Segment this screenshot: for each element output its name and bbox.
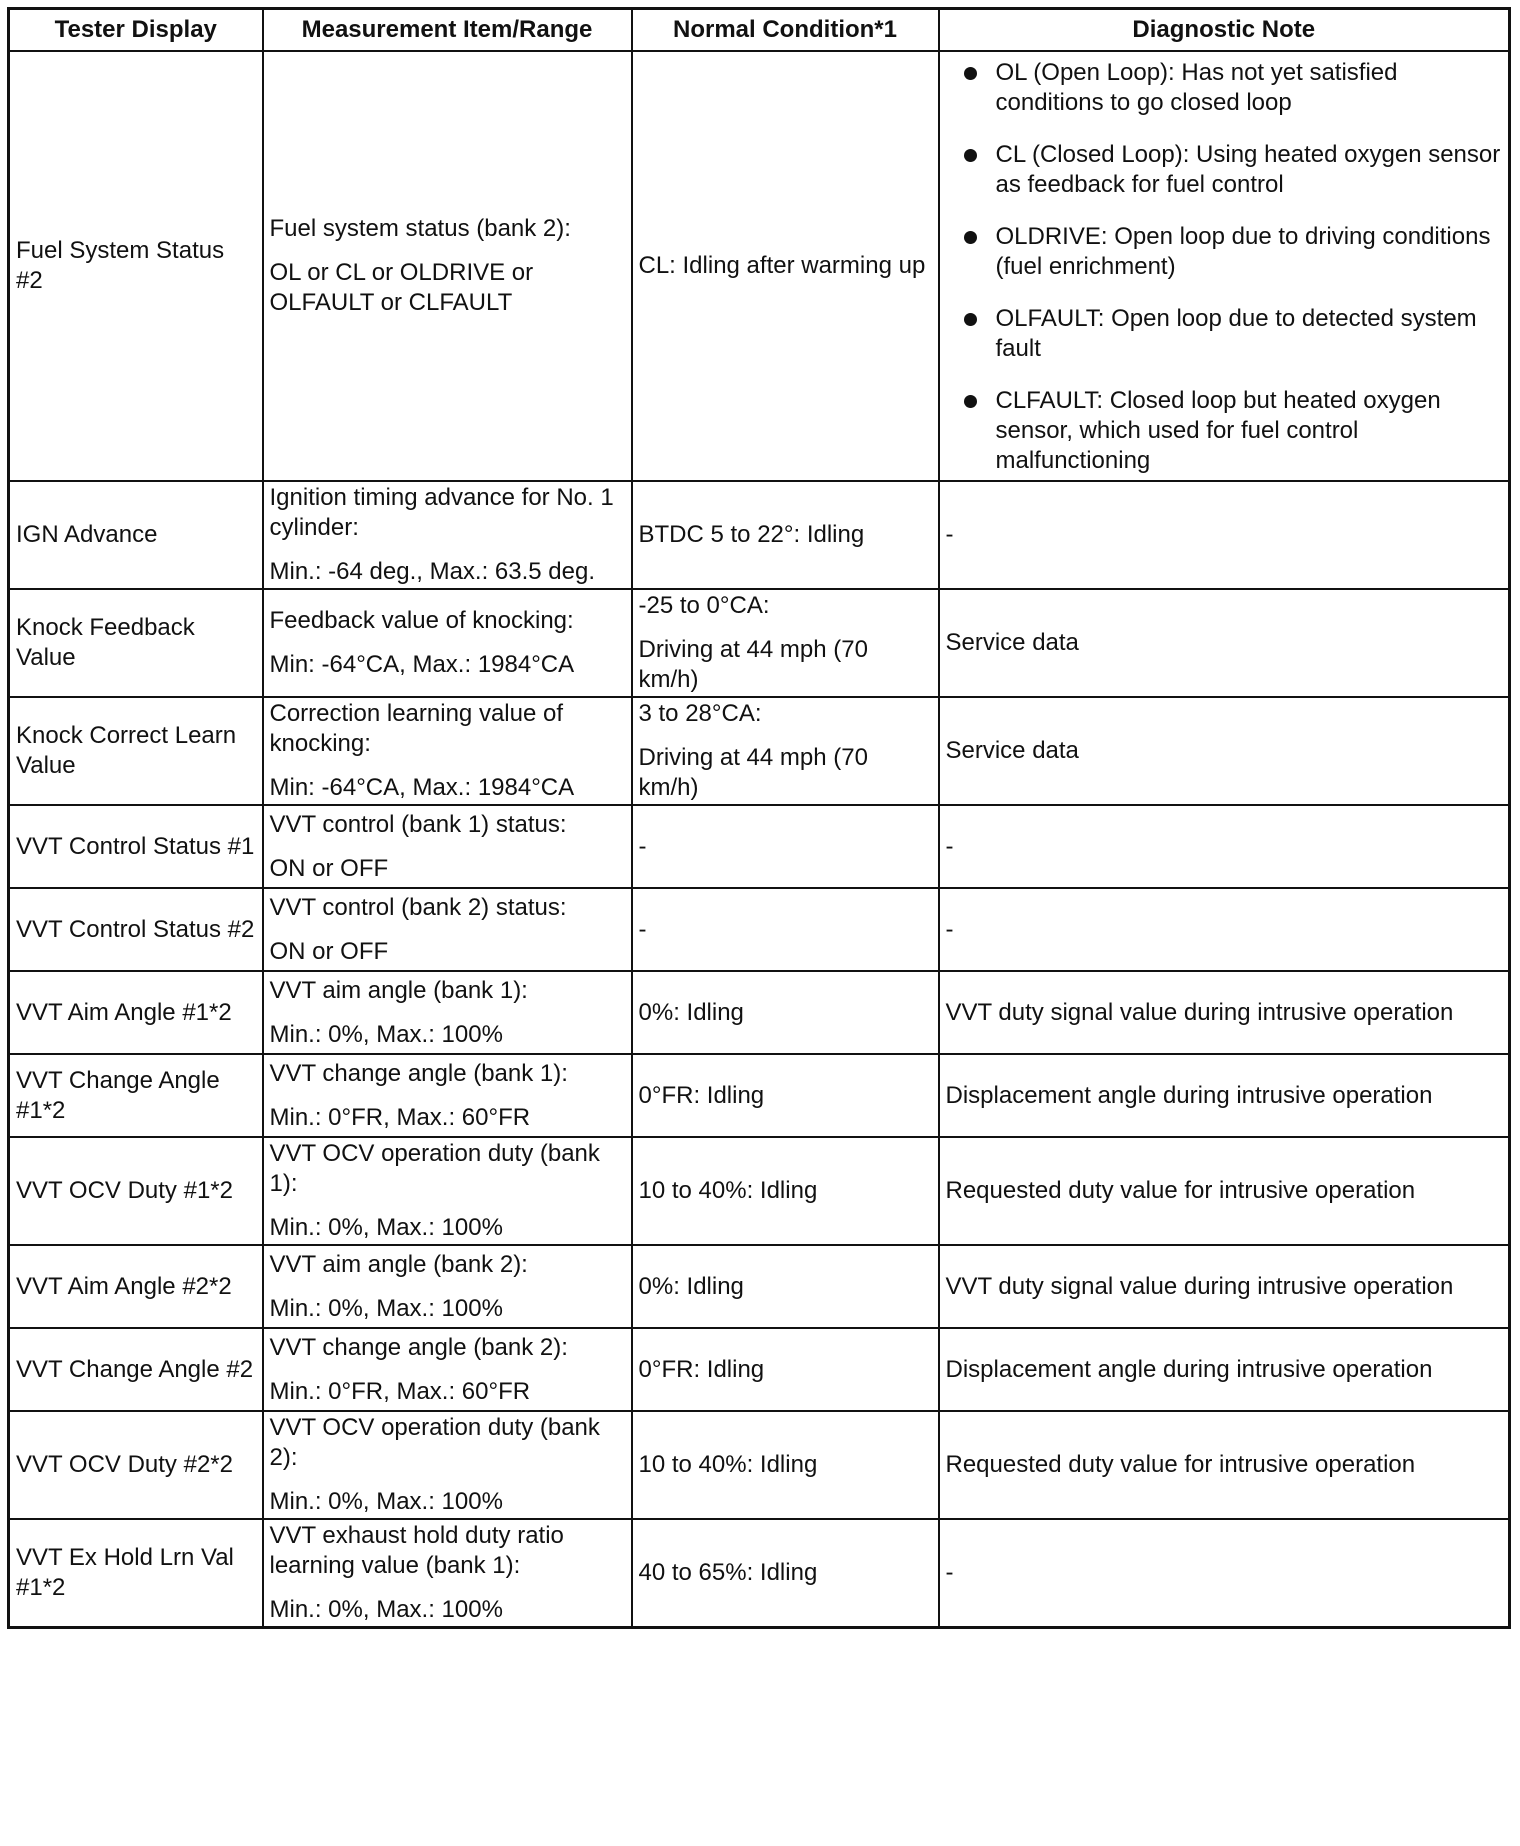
table-row bbox=[9, 481, 1510, 589]
normal-condition-line: 0%: Idling bbox=[638, 998, 744, 1026]
line-gap bbox=[270, 840, 625, 854]
cell-measurement bbox=[263, 1137, 632, 1245]
line-gap bbox=[270, 1581, 625, 1595]
measurement-line: VVT aim angle (bank 2): bbox=[269, 1250, 528, 1278]
cell-diagnostic-note: VVT duty signal value during intrusive operation bbox=[939, 971, 1510, 1054]
note-text: CL (Closed Loop): Using heated oxygen sensor as feedback for fuel control bbox=[995, 141, 1501, 198]
normal-condition-line: - bbox=[638, 915, 647, 943]
cell-normal-condition bbox=[632, 1411, 939, 1519]
table-row bbox=[9, 697, 1510, 805]
measurement-line: VVT change angle (bank 1): bbox=[269, 1059, 568, 1087]
table-body bbox=[9, 51, 1510, 1627]
table-row bbox=[9, 1519, 1510, 1627]
normal-condition-line: 0°FR: Idling bbox=[638, 1355, 765, 1383]
table-row bbox=[9, 1245, 1510, 1328]
cell-normal-condition bbox=[632, 888, 939, 971]
measurement-line: VVT exhaust hold duty ratio learning value (bank 1): bbox=[269, 1521, 564, 1579]
measurement-line: VVT change angle (bank 2): bbox=[269, 1333, 568, 1361]
normal-condition-line: - bbox=[638, 832, 647, 860]
cell-measurement bbox=[263, 51, 632, 481]
cell-tester-display: VVT Ex Hold Lrn Val #1*2 bbox=[9, 1519, 263, 1627]
measurement-line: Min.: 0%, Max.: 100% bbox=[269, 1488, 503, 1515]
line-gap bbox=[270, 923, 625, 937]
cell-normal-condition bbox=[632, 1137, 939, 1245]
bullet-icon bbox=[964, 67, 977, 80]
cell-measurement bbox=[263, 697, 632, 805]
table-header-row bbox=[9, 9, 1510, 52]
cell-measurement bbox=[263, 1411, 632, 1519]
table-row bbox=[9, 971, 1510, 1054]
measurement-line: Min.: 0%, Max.: 100% bbox=[269, 1214, 503, 1241]
normal-condition-line: Driving at 44 mph (70 km/h) bbox=[638, 636, 868, 693]
bullet-icon bbox=[964, 395, 977, 408]
cell-measurement bbox=[263, 1054, 632, 1137]
cell-normal-condition bbox=[632, 1519, 939, 1627]
bullet-icon bbox=[964, 231, 977, 244]
line-gap bbox=[270, 543, 625, 557]
data-list-table bbox=[7, 7, 1511, 1629]
line-gap bbox=[270, 1089, 625, 1103]
measurement-line: Correction learning value of knocking: bbox=[269, 700, 563, 757]
cell-normal-condition bbox=[632, 1328, 939, 1411]
line-gap bbox=[270, 1473, 625, 1487]
normal-condition-line: 3 to 28°CA: bbox=[638, 700, 762, 727]
cell-diagnostic-note: Service data bbox=[939, 697, 1510, 805]
measurement-line: OL or CL or OLDRIVE or OLFAULT or CLFAULT bbox=[269, 259, 534, 316]
cell-tester-display: VVT OCV Duty #2*2 bbox=[9, 1411, 263, 1519]
normal-condition-line: BTDC 5 to 22°: Idling bbox=[638, 521, 865, 548]
column-header-measurement: Measurement Item/Range bbox=[263, 9, 632, 52]
cell-normal-condition bbox=[632, 51, 939, 481]
cell-measurement bbox=[263, 481, 632, 589]
line-gap bbox=[639, 621, 932, 635]
normal-condition-line: 10 to 40%: Idling bbox=[638, 1177, 818, 1204]
line-gap bbox=[270, 244, 625, 258]
measurement-line: Min: -64°CA, Max.: 1984°CA bbox=[269, 774, 575, 801]
measurement-line: Fuel system status (bank 2): bbox=[269, 215, 571, 242]
cell-normal-condition bbox=[632, 1054, 939, 1137]
normal-condition-line: CL: Idling after warming up bbox=[638, 252, 926, 279]
list-item bbox=[946, 304, 1503, 364]
normal-condition-line: 40 to 65%: Idling bbox=[638, 1558, 818, 1586]
bullet-icon bbox=[964, 149, 977, 162]
cell-tester-display: Knock Feedback Value bbox=[9, 589, 263, 697]
measurement-line: ON or OFF bbox=[269, 854, 389, 882]
note-text: OLFAULT: Open loop due to detected system fault bbox=[995, 305, 1477, 362]
measurement-line: Min: -64°CA, Max.: 1984°CA bbox=[269, 651, 575, 678]
cell-normal-condition bbox=[632, 971, 939, 1054]
normal-condition-line: Driving at 44 mph (70 km/h) bbox=[638, 744, 868, 801]
note-text: OL (Open Loop): Has not yet satisfied conditions to go closed loop bbox=[995, 59, 1398, 116]
cell-diagnostic-note: Requested duty value for intrusive operation bbox=[939, 1411, 1510, 1519]
cell-diagnostic-note: - bbox=[939, 1519, 1510, 1627]
table-row bbox=[9, 1328, 1510, 1411]
cell-measurement bbox=[263, 888, 632, 971]
note-text: CLFAULT: Closed loop but heated oxygen sensor, which used for fuel control malfunctioning bbox=[995, 387, 1441, 474]
line-gap bbox=[270, 759, 625, 773]
cell-tester-display: VVT Change Angle #1*2 bbox=[9, 1054, 263, 1137]
cell-measurement bbox=[263, 1328, 632, 1411]
cell-normal-condition bbox=[632, 697, 939, 805]
column-header-tester-display: Tester Display bbox=[9, 9, 263, 52]
list-item bbox=[946, 222, 1503, 282]
cell-measurement bbox=[263, 1245, 632, 1328]
normal-condition-line: -25 to 0°CA: bbox=[638, 592, 770, 619]
cell-tester-display: VVT Change Angle #2 bbox=[9, 1328, 263, 1411]
cell-normal-condition bbox=[632, 1245, 939, 1328]
cell-diagnostic-note: - bbox=[939, 888, 1510, 971]
cell-diagnostic-note: - bbox=[939, 805, 1510, 888]
line-gap bbox=[639, 729, 932, 743]
diagnostic-note-list bbox=[946, 58, 1503, 476]
table-row bbox=[9, 805, 1510, 888]
cell-diagnostic-note bbox=[939, 51, 1510, 481]
table-row bbox=[9, 1411, 1510, 1519]
measurement-line: Min.: 0°FR, Max.: 60°FR bbox=[269, 1103, 531, 1131]
line-gap bbox=[270, 1363, 625, 1377]
line-gap bbox=[270, 1199, 625, 1213]
cell-measurement bbox=[263, 971, 632, 1054]
cell-tester-display: IGN Advance bbox=[9, 481, 263, 589]
cell-measurement bbox=[263, 589, 632, 697]
list-item bbox=[946, 386, 1503, 476]
normal-condition-line: 10 to 40%: Idling bbox=[638, 1451, 818, 1478]
cell-diagnostic-note: Displacement angle during intrusive operation bbox=[939, 1054, 1510, 1137]
normal-condition-line: 0%: Idling bbox=[638, 1272, 744, 1300]
measurement-line: Min.: 0%, Max.: 100% bbox=[269, 1020, 503, 1048]
measurement-line: VVT aim angle (bank 1): bbox=[269, 976, 528, 1004]
cell-tester-display: Knock Correct Learn Value bbox=[9, 697, 263, 805]
table-row bbox=[9, 1137, 1510, 1245]
measurement-line: ON or OFF bbox=[269, 937, 389, 965]
cell-normal-condition bbox=[632, 481, 939, 589]
normal-condition-line: 0°FR: Idling bbox=[638, 1081, 765, 1109]
cell-measurement bbox=[263, 1519, 632, 1627]
list-item bbox=[946, 140, 1503, 200]
measurement-line: VVT OCV operation duty (bank 1): bbox=[269, 1140, 600, 1197]
cell-diagnostic-note: VVT duty signal value during intrusive operation bbox=[939, 1245, 1510, 1328]
table-row bbox=[9, 888, 1510, 971]
list-item bbox=[946, 58, 1503, 118]
cell-diagnostic-note: Requested duty value for intrusive operation bbox=[939, 1137, 1510, 1245]
measurement-line: Min.: 0%, Max.: 100% bbox=[269, 1294, 503, 1322]
table-row bbox=[9, 51, 1510, 481]
column-header-normal-condition: Normal Condition*1 bbox=[632, 9, 939, 52]
measurement-line: Min.: 0°FR, Max.: 60°FR bbox=[269, 1377, 531, 1405]
line-gap bbox=[270, 1280, 625, 1294]
line-gap bbox=[270, 1006, 625, 1020]
cell-diagnostic-note: Displacement angle during intrusive operation bbox=[939, 1328, 1510, 1411]
measurement-line: Min.: 0%, Max.: 100% bbox=[269, 1595, 503, 1623]
line-gap bbox=[270, 636, 625, 650]
measurement-line: VVT OCV operation duty (bank 2): bbox=[269, 1414, 600, 1471]
measurement-line: VVT control (bank 2) status: bbox=[269, 893, 567, 921]
cell-normal-condition bbox=[632, 589, 939, 697]
measurement-line: VVT control (bank 1) status: bbox=[269, 810, 567, 838]
measurement-line: Feedback value of knocking: bbox=[269, 607, 574, 634]
cell-tester-display: VVT Aim Angle #1*2 bbox=[9, 971, 263, 1054]
cell-measurement bbox=[263, 805, 632, 888]
cell-tester-display: VVT OCV Duty #1*2 bbox=[9, 1137, 263, 1245]
cell-tester-display: Fuel System Status #2 bbox=[9, 51, 263, 481]
bullet-icon bbox=[964, 313, 977, 326]
note-text: OLDRIVE: Open loop due to driving conditions (fuel enrichment) bbox=[995, 223, 1491, 280]
column-header-diagnostic-note: Diagnostic Note bbox=[939, 9, 1510, 52]
cell-normal-condition bbox=[632, 805, 939, 888]
table-row bbox=[9, 1054, 1510, 1137]
measurement-line: Min.: -64 deg., Max.: 63.5 deg. bbox=[269, 558, 596, 585]
cell-tester-display: VVT Aim Angle #2*2 bbox=[9, 1245, 263, 1328]
cell-diagnostic-note: - bbox=[939, 481, 1510, 589]
table-row bbox=[9, 589, 1510, 697]
measurement-line: Ignition timing advance for No. 1 cylinder: bbox=[269, 484, 614, 541]
cell-diagnostic-note: Service data bbox=[939, 589, 1510, 697]
cell-tester-display: VVT Control Status #2 bbox=[9, 888, 263, 971]
cell-tester-display: VVT Control Status #1 bbox=[9, 805, 263, 888]
